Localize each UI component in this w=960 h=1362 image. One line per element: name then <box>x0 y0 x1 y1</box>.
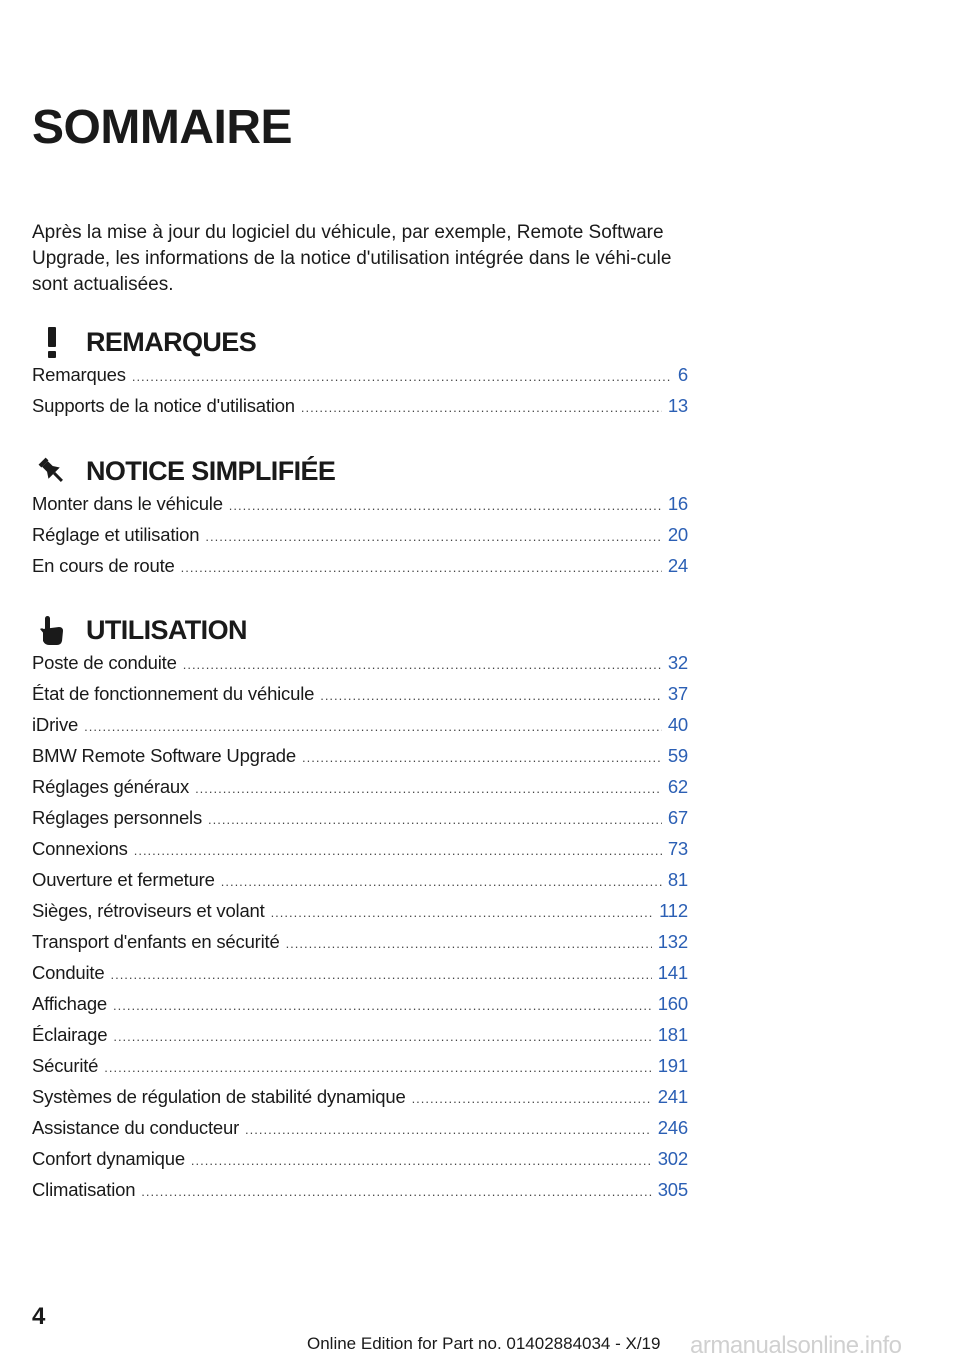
dot-leader <box>191 1153 652 1168</box>
toc-entry-label: Transport d'enfants en sécurité <box>32 931 280 952</box>
dot-leader <box>302 750 662 765</box>
toc-page-link[interactable]: 305 <box>657 1179 688 1200</box>
toc-entry-label: Supports de la notice d'utilisation <box>32 395 295 416</box>
toc-list-notice-simplifiee <box>32 493 688 586</box>
toc-entry[interactable] <box>32 869 688 900</box>
toc-entry-label: Confort dynamique <box>32 1148 185 1169</box>
toc-page-link[interactable]: 32 <box>667 652 688 673</box>
toc-entry-label: Remarques <box>32 364 126 385</box>
toc-list-remarques <box>32 364 688 426</box>
toc-page-link[interactable]: 141 <box>657 962 688 983</box>
toc-page-link[interactable]: 246 <box>657 1117 688 1138</box>
toc-entry-label: Réglages personnels <box>32 807 203 828</box>
toc-entry-label: Affichage <box>32 993 108 1014</box>
edition-text: Online Edition for Part no. 01402884034 - X/19 <box>307 1334 661 1353</box>
dot-leader <box>132 369 672 384</box>
toc-entry[interactable] <box>32 1148 688 1179</box>
toc-entry-label: Réglage et utilisation <box>32 524 200 545</box>
toc-entry[interactable] <box>32 931 688 962</box>
dot-leader <box>301 400 662 415</box>
toc-page-link[interactable]: 59 <box>667 745 688 766</box>
toc-entry-label: Systèmes de régulation de stabilité dynamique <box>32 1086 406 1107</box>
dot-leader <box>134 843 662 858</box>
dot-leader <box>245 1122 652 1137</box>
toc-entry[interactable] <box>32 395 688 426</box>
dot-leader <box>141 1184 651 1199</box>
toc-entry[interactable] <box>32 1024 688 1055</box>
toc-entry-label: Ouverture et fermeture <box>32 869 215 890</box>
toc-entry[interactable] <box>32 838 688 869</box>
toc-entry[interactable] <box>32 900 688 931</box>
toc-page-link[interactable]: 62 <box>667 776 688 797</box>
toc-entry-label: Réglages généraux <box>32 776 190 797</box>
toc-entry-label: BMW Remote Software Upgrade <box>32 745 296 766</box>
toc-entry-label: Sièges, rétroviseurs et volant <box>32 900 265 921</box>
toc-entry-label: Monter dans le véhicule <box>32 493 223 514</box>
toc-entry[interactable] <box>32 1086 688 1117</box>
toc-entry[interactable] <box>32 993 688 1024</box>
dot-leader <box>320 688 662 703</box>
toc-entry[interactable] <box>32 1117 688 1148</box>
toc-page-link[interactable]: 24 <box>667 555 688 576</box>
dot-leader <box>412 1091 652 1106</box>
watermark-text: armanualsonline.info <box>690 1332 902 1359</box>
toc-entry[interactable] <box>32 555 688 586</box>
toc-page-link[interactable]: 191 <box>657 1055 688 1076</box>
toc-page-link[interactable]: 16 <box>667 493 688 514</box>
dot-leader <box>113 998 652 1013</box>
toc-entry-label: Poste de conduite <box>32 652 177 673</box>
toc-entry-label: Assistance du conducteur <box>32 1117 240 1138</box>
dot-leader <box>84 719 662 734</box>
toc-list-utilisation <box>32 652 688 1210</box>
dot-leader <box>183 657 662 672</box>
toc-entry[interactable] <box>32 1055 688 1086</box>
section-heading: UTILISATION <box>86 614 247 645</box>
toc-page-link[interactable]: 67 <box>667 807 688 828</box>
toc-entry[interactable] <box>32 683 688 714</box>
toc-entry[interactable] <box>32 714 688 745</box>
toc-entry[interactable] <box>32 745 688 776</box>
dot-leader <box>286 936 652 951</box>
section-heading: REMARQUES <box>86 326 257 357</box>
dot-leader <box>221 874 662 889</box>
dot-leader <box>271 905 654 920</box>
section-heading: NOTICE SIMPLIFIÉE <box>86 455 336 486</box>
dot-leader <box>181 560 662 575</box>
toc-entry-label: Éclairage <box>32 1024 108 1045</box>
section-header-notice-simplifiee <box>32 451 335 491</box>
toc-entry-label: Connexions <box>32 838 128 859</box>
footer <box>0 1330 960 1362</box>
toc-page-link[interactable]: 112 <box>659 900 688 921</box>
dot-leader <box>113 1029 651 1044</box>
toc-entry[interactable] <box>32 524 688 555</box>
toc-page-link[interactable]: 302 <box>657 1148 688 1169</box>
toc-entry-label: Sécurité <box>32 1055 99 1076</box>
toc-page-link[interactable]: 73 <box>667 838 688 859</box>
toc-page-link[interactable]: 37 <box>667 683 688 704</box>
toc-entry[interactable] <box>32 493 688 524</box>
toc-page-link[interactable]: 160 <box>657 993 688 1014</box>
toc-entry-label: iDrive <box>32 714 79 735</box>
toc-page-link[interactable]: 6 <box>677 364 688 385</box>
toc-entry[interactable] <box>32 1179 688 1210</box>
page-title: SOMMAIRE <box>32 101 292 154</box>
dot-leader <box>104 1060 651 1075</box>
intro-paragraph: Après la mise à jour du logiciel du véhicule, par exemple, Remote Software Upgrade, les informations de la notice d'utilisation intégrée dans le véhi-cule sont actualisées. <box>32 222 672 295</box>
toc-entry[interactable] <box>32 962 688 993</box>
dot-leader <box>208 812 662 827</box>
toc-entry[interactable] <box>32 652 688 683</box>
section-header-utilisation <box>32 610 247 650</box>
toc-entry-label: Conduite <box>32 962 105 983</box>
toc-page-link[interactable]: 13 <box>667 395 688 416</box>
toc-page-link[interactable]: 132 <box>657 931 688 952</box>
toc-entry-label: En cours de route <box>32 555 175 576</box>
toc-page-link[interactable]: 40 <box>667 714 688 735</box>
toc-entry-label: Climatisation <box>32 1179 136 1200</box>
toc-page-link[interactable]: 81 <box>667 869 688 890</box>
pointing-hand-icon <box>32 610 72 650</box>
dot-leader <box>205 529 661 544</box>
dot-leader <box>110 967 651 982</box>
section-header-remarques <box>32 322 256 362</box>
toc-entry[interactable] <box>32 364 688 395</box>
toc-page-link[interactable]: 241 <box>657 1086 688 1107</box>
page-number: 4 <box>32 1303 46 1330</box>
toc-entry-label: État de fonctionnement du véhicule <box>32 683 315 704</box>
pushpin-icon <box>32 451 72 491</box>
exclamation-icon <box>32 322 72 362</box>
dot-leader <box>195 781 662 796</box>
toc-page-link[interactable]: 181 <box>657 1024 688 1045</box>
toc-entry[interactable] <box>32 807 688 838</box>
dot-leader <box>229 498 662 513</box>
toc-page-link[interactable]: 20 <box>667 524 688 545</box>
toc-entry[interactable] <box>32 776 688 807</box>
